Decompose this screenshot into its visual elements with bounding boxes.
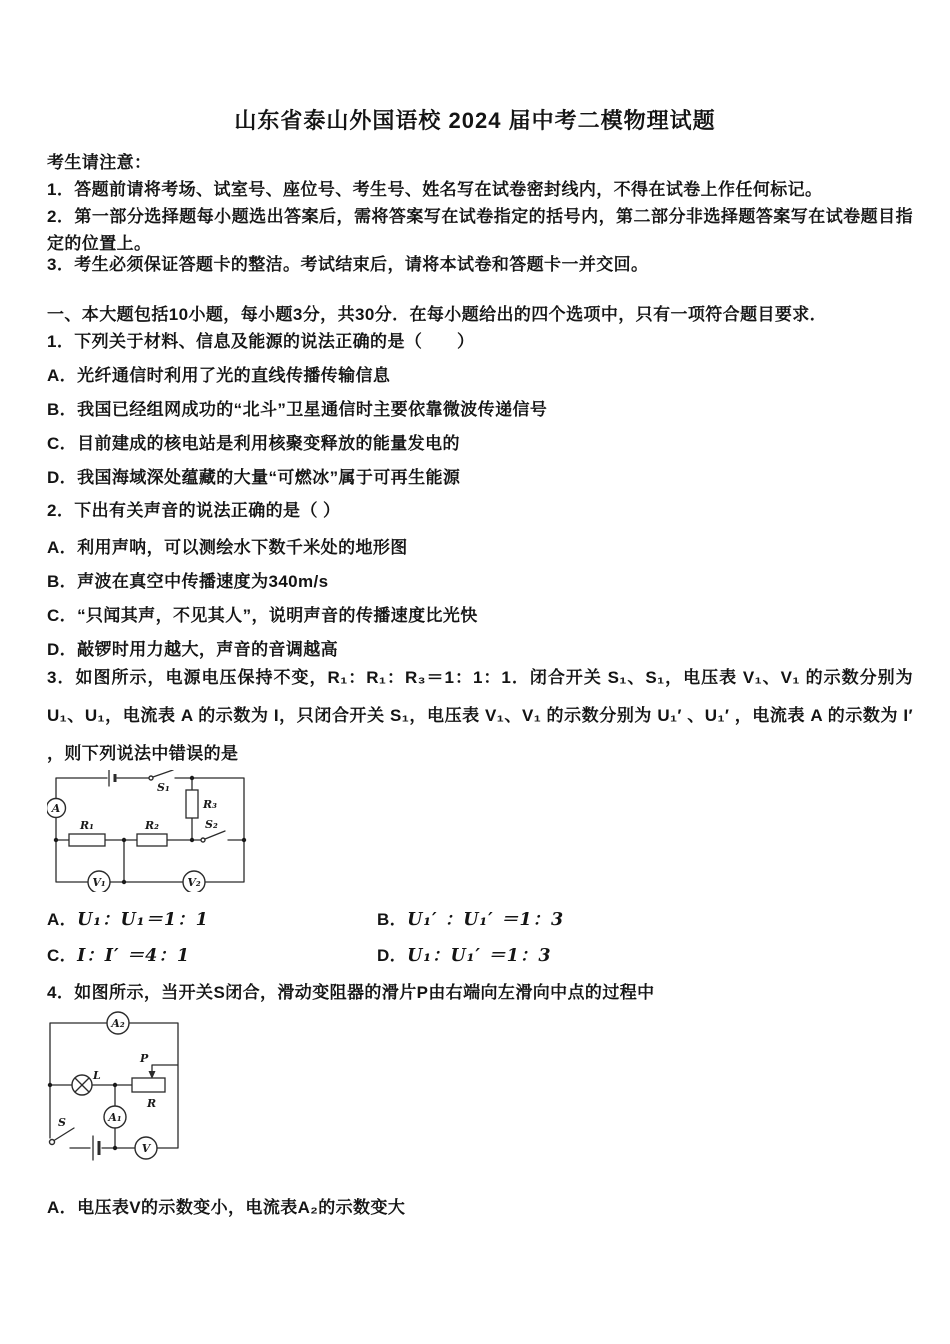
notice-heading: 考生请注意： [47, 153, 152, 172]
q3-option-d [377, 942, 552, 970]
resistor-r3-label: R₃ [203, 798, 217, 811]
question-4-text: 4．如图所示，当开关S闭合，滑动变阻器的滑片P由右端向左滑向中点的过程中 [47, 983, 655, 1002]
section-1-heading: 一、本大题包括10小题，每小题3分，共30分．在每小题给出的四个选项中，只有一项符合题目要求． [47, 305, 828, 324]
question-1-options [47, 359, 547, 495]
q3-option-b-letter: B． [377, 910, 408, 929]
switch-s1-label: S₁ [157, 781, 170, 794]
question-1-text: 1．下列关于材料、信息及能源的说法正确的是（ ） [47, 332, 475, 351]
voltmeter2-label: V₂ [187, 876, 201, 889]
notice-item-3: 3．考生必须保证答题卡的整洁。考试结束后，请将本试卷和答题卡一并交回。 [47, 255, 649, 274]
battery-icon [109, 770, 115, 786]
question-2-options [47, 531, 478, 667]
doc-title: 山东省泰山外国语校 2024 届中考二模物理试题 [234, 108, 716, 133]
q2-option-d: D．敲锣时用力越大，声音的音调越高 [47, 640, 339, 659]
switch-s-label: S [58, 1116, 66, 1129]
q3-option-a-letter: A． [47, 910, 78, 929]
junction-dot [190, 838, 194, 842]
slider-label: P [140, 1052, 149, 1065]
q3-option-a [47, 906, 209, 934]
q1-option-c: C．目前建成的核电站是利用核聚变释放的能量发电的 [47, 434, 460, 453]
voltmeter1-label: V₁ [92, 876, 106, 889]
switch-s-icon [50, 1128, 75, 1145]
voltmeter-label: V [141, 1142, 151, 1155]
q2-option-b: B．声波在真空中传播速度为340m/s [47, 572, 329, 591]
q3-option-a-formula: U₁：U₁＝1：1 [77, 910, 209, 930]
junction-dot [54, 838, 58, 842]
resistor-r2-label: R₂ [145, 819, 159, 832]
resistor-r1-label: R₁ [80, 819, 94, 832]
rheostat-icon [132, 1078, 165, 1092]
junction-dot [122, 838, 126, 842]
switch-s2-icon [201, 831, 225, 842]
question-2-text: 2．下出有关声音的说法正确的是（ ） [47, 501, 341, 520]
circuit-diagram-q4 [46, 1010, 186, 1170]
junction-dot [122, 880, 126, 884]
ammeter-label: A [51, 802, 61, 815]
resistor-r3-icon [186, 790, 198, 818]
junction-dot [242, 838, 246, 842]
switch-s2-label: S₂ [205, 818, 218, 831]
notice-item-2: 2．第一部分选择题每小题选出答案后，需将答案写在试卷指定的括号内，第二部分非选择题答案写在试卷题目指定的位置上。 [47, 207, 913, 253]
q3-option-b-formula: U₁′ ：U₁′ ＝1：3 [407, 910, 565, 930]
ammeter2-label: A₂ [111, 1017, 125, 1030]
resistor-r2-icon [137, 834, 167, 846]
q2-option-a: A．利用声呐，可以测绘水下数千米处的地形图 [47, 538, 408, 557]
switch-s1-icon [149, 770, 173, 780]
q1-option-b: B．我国已经组网成功的“北斗”卫星通信时主要依靠微波传递信号 [47, 400, 548, 419]
junction-dot [48, 1083, 52, 1087]
junction-dot [190, 776, 194, 780]
q2-option-c: C．“只闻其声，不见其人”，说明声音的传播速度比光快 [47, 606, 478, 625]
ammeter1-label: A₁ [108, 1111, 122, 1124]
battery-icon [93, 1136, 99, 1160]
lamp-label: L [93, 1069, 101, 1082]
q3-option-b [377, 906, 564, 934]
q3-option-d-formula: U₁：U₁′ ＝1：3 [407, 946, 552, 966]
rheostat-label: R [147, 1097, 157, 1110]
q3-option-c-formula: I：I′ ＝4：1 [77, 946, 191, 966]
q4-option-a: A．电压表V的示数变小，电流表A₂的示数变大 [47, 1198, 406, 1217]
junction-dot [113, 1083, 117, 1087]
question-3-text: 3．如图所示，电源电压保持不变，R₁：R₁：R₃＝1：1：1．闭合开关 S₁、S₁，电压表 V₁、V₁ 的示数分别为 U₁、U₁，电流表 A 的示数为 I，只闭合开关 S₁，电压表 V₁、V₁ 的示数分别为 U₁′ 、U₁′ ，电流表 A 的示数为 I′ ，则下列说法中错误的是 [47, 668, 913, 763]
notice-item-1: 1．答题前请将考场、试室号、座位号、考生号、姓名写在试卷密封线内，不得在试卷上作任何标记。 [47, 180, 823, 199]
junction-dot [113, 1146, 117, 1150]
q1-option-a: A．光纤通信时利用了光的直线传播传输信息 [47, 366, 391, 385]
q3-option-c-letter: C． [47, 946, 78, 965]
circuit-diagram-q3 [47, 770, 251, 892]
q3-option-c [47, 942, 190, 970]
q3-option-d-letter: D． [377, 946, 408, 965]
lamp-icon [72, 1075, 92, 1095]
q1-option-d: D．我国海域深处蕴藏的大量“可燃冰”属于可再生能源 [47, 468, 461, 487]
resistor-r1-icon [69, 834, 105, 846]
